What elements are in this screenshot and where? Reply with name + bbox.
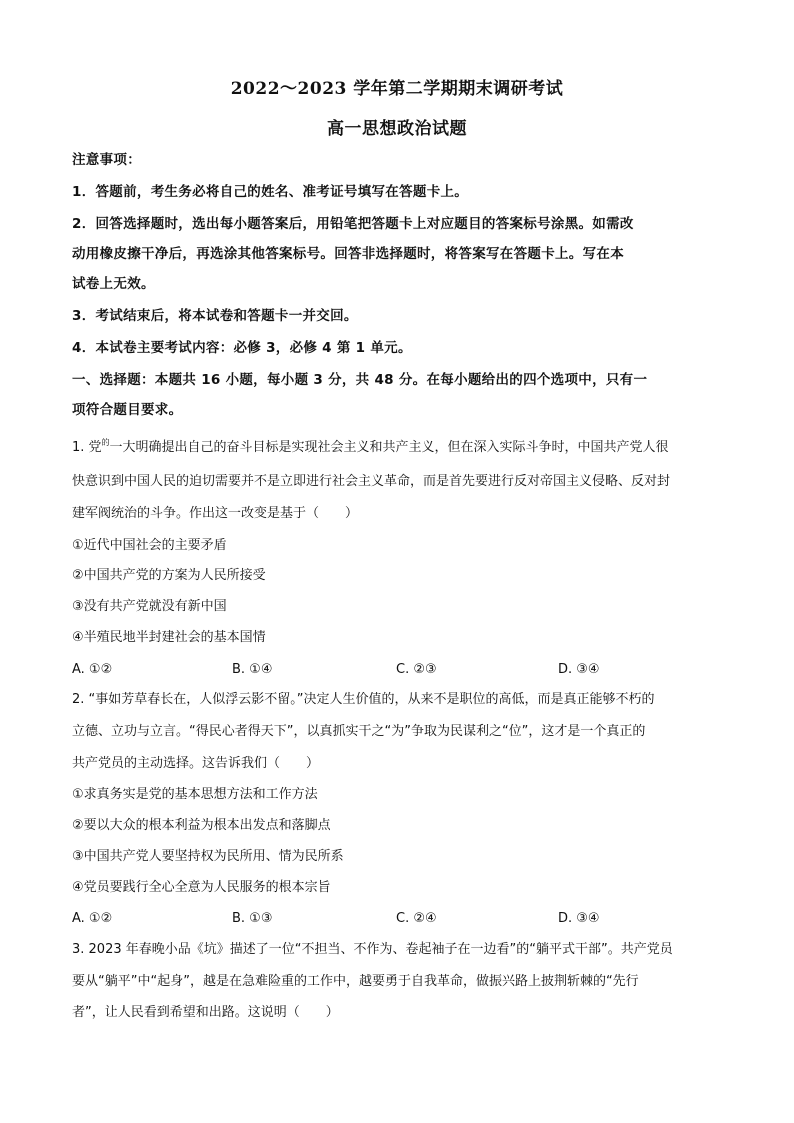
q2-stem-line-1: 2. “事如芳草春长在，人似浮云影不留。”决定人生价值的，从来不是职位的高低，而是真正能够不朽的 (72, 692, 655, 707)
q1-item-4: ④半殖民地半封建社会的基本国情 (72, 630, 266, 645)
q2-stem-line-3: 共产党员的主动选择。这告诉我们（ ） (72, 756, 320, 771)
q2-option-b[interactable]: B. ①③ (232, 911, 273, 926)
section-heading-line-1: 一、选择题：本题共 16 小题，每小题 3 分，共 48 分。在每小题给出的四个选项中，只有一 (72, 372, 648, 388)
q1-option-a[interactable]: A. ①② (72, 662, 113, 677)
q1-stem-line-1 (72, 438, 732, 459)
q1-item-2: ②中国共产党的方案为人民所接受 (72, 568, 266, 583)
q1-item-1: ①近代中国社会的主要矛盾 (72, 538, 227, 553)
q1-option-d[interactable]: D. ③④ (558, 662, 600, 677)
q1-number: 1. 党 (72, 440, 102, 455)
q3-stem-line-3: 者”，让人民看到希望和出路。这说明（ ） (72, 1005, 339, 1020)
q1-superscript: 的 (101, 438, 110, 447)
q2-item-4: ④党员要践行全心全意为人民服务的根本宗旨 (72, 880, 331, 895)
section-heading-line-2: 项符合题目要求。 (72, 402, 183, 418)
notice-item-2-line-1: 2．回答选择题时，选出每小题答案后，用铅笔把答题卡上对应题目的答案标号涂黑。如需改 (72, 216, 634, 232)
q2-option-d[interactable]: D. ③④ (558, 911, 600, 926)
notice-item-2-line-2: 动用橡皮擦干净后，再选涂其他答案标号。回答非选择题时，将答案写在答题卡上。写在本 (72, 246, 624, 262)
notice-heading: 注意事项： (72, 152, 141, 168)
q1-option-c[interactable]: C. ②③ (396, 662, 437, 677)
q1-stem-line-2: 快意识到中国人民的迫切需要并不是立即进行社会主义革命，而是首先要进行反对帝国主义侵略、反对封 (72, 474, 671, 489)
exam-title: 2022～2023 学年第二学期期末调研考试 (230, 79, 564, 99)
notice-item-2-line-3: 试卷上无效。 (72, 276, 155, 292)
q2-option-c[interactable]: C. ②④ (396, 911, 437, 926)
q1-option-b[interactable]: B. ①④ (232, 662, 273, 677)
q2-item-2: ②要以大众的根本利益为根本出发点和落脚点 (72, 818, 331, 833)
q3-stem-line-1: 3. 2023 年春晚小品《坑》描述了一位“不担当、不作为、卷起袖子在一边看”的“躺平式干部”。共产党员 (72, 942, 673, 957)
exam-subtitle: 高一思想政治试题 (327, 119, 467, 139)
q2-option-a[interactable]: A. ①② (72, 911, 113, 926)
q1-item-3: ③没有共产党就没有新中国 (72, 599, 227, 614)
q2-stem-line-2: 立德、立功与立言。“得民心者得天下”，以真抓实干之“为”争取为民谋利之“位”，这才是一个真正的 (72, 724, 646, 739)
q3-stem-line-2: 要从“躺平”中“起身”，越是在急难险重的工作中，越要勇于自我革命，做振兴路上披荆斩棘的“先行 (72, 974, 639, 989)
notice-item-1: 1．答题前，考生务必将自己的姓名、准考证号填写在答题卡上。 (72, 184, 469, 200)
q1-stem-line-3: 建军阀统治的斗争。作出这一改变是基于（ ） (72, 506, 359, 521)
q2-item-1: ①求真务实是党的基本思想方法和工作方法 (72, 787, 318, 802)
notice-item-3: 3．考试结束后，将本试卷和答题卡一并交回。 (72, 308, 358, 324)
q1-stem-rest: 一大明确提出自己的奋斗目标是实现社会主义和共产主义，但在深入实际斗争时，中国共产党人很 (109, 440, 669, 455)
q2-item-3: ③中国共产党人要坚持权为民所用、情为民所系 (72, 849, 344, 864)
notice-item-4: 4．本试卷主要考试内容：必修 3，必修 4 第 1 单元。 (72, 340, 412, 356)
